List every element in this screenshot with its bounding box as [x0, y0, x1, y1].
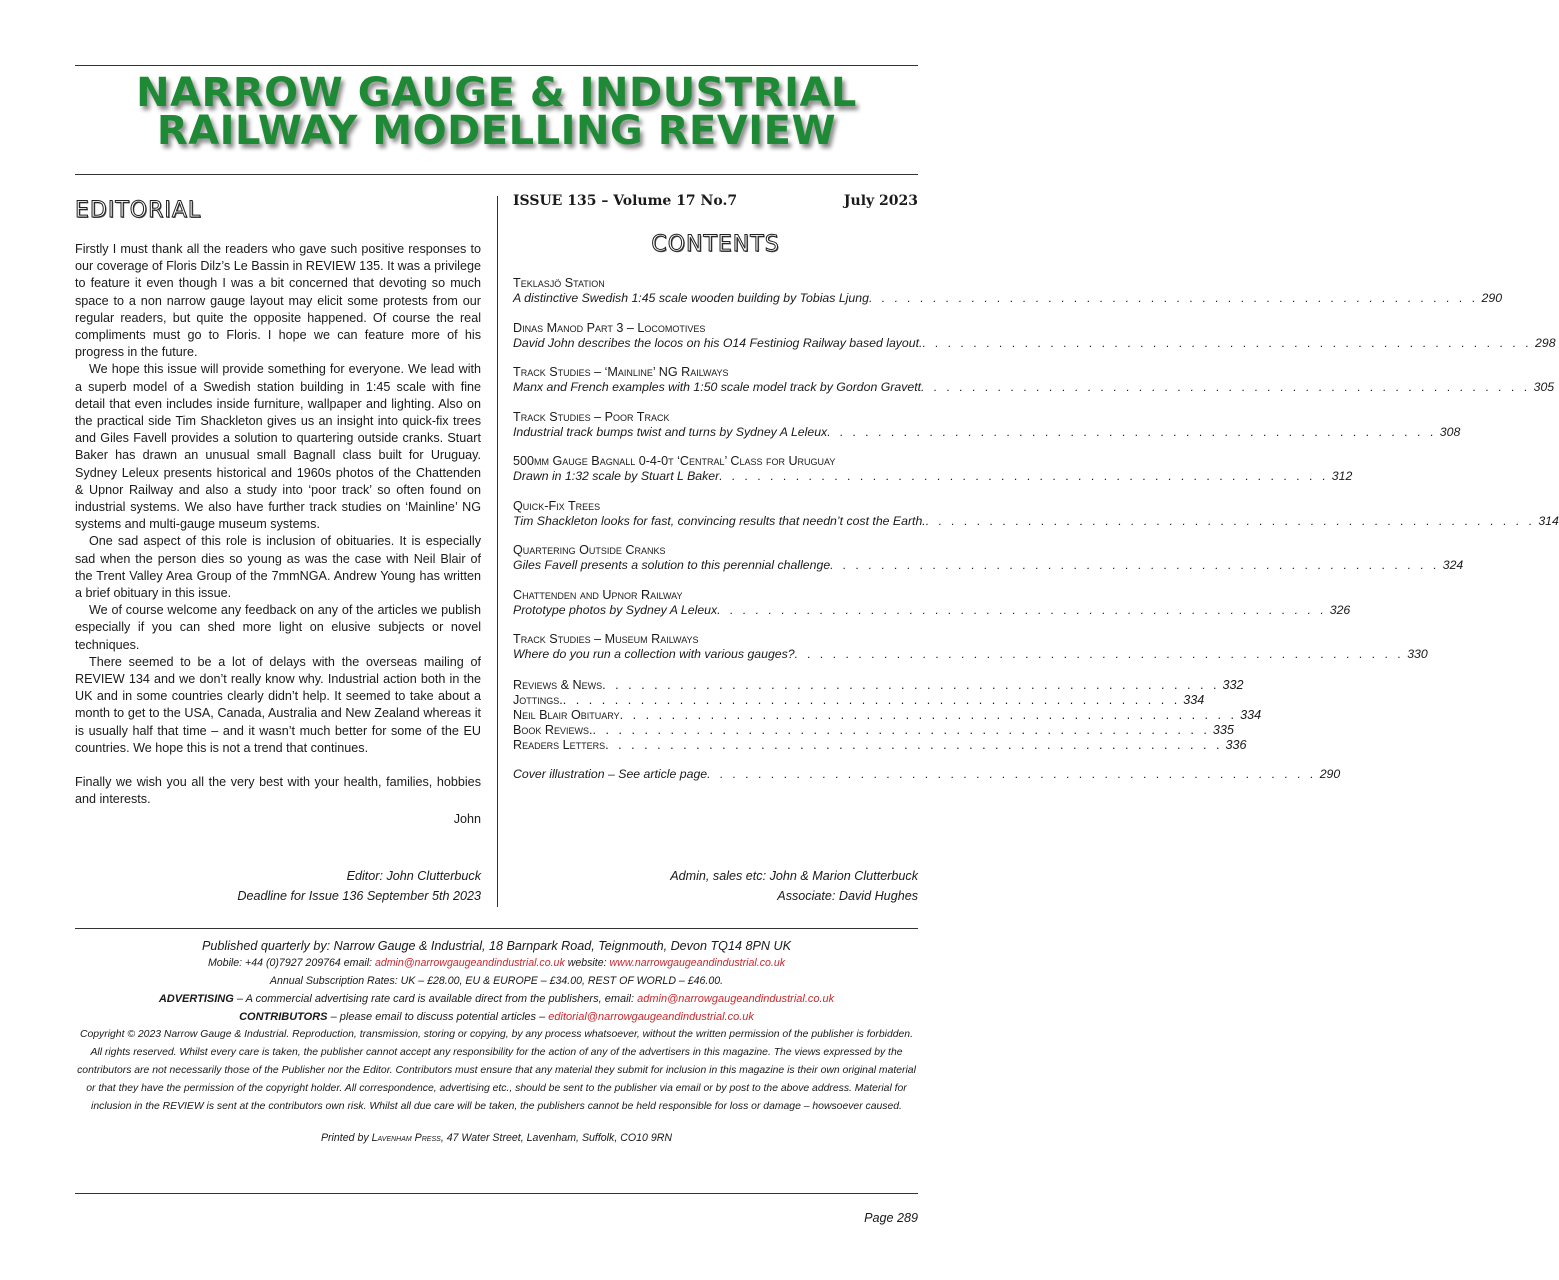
- toc-entry[interactable]: Quartering Outside Cranks Giles Favell presents a solution to this perennial challenge . . . . . . . . . . . . . . . . . . . . . . . . . . . . . . . . . . . . . . . . . . . . . . . . 324: [513, 543, 1464, 572]
- toc-regular-entry[interactable]: Book Reviews. . . . . . . . . . . . . . . . . . . . . . . . . . . . . . . . . . . . . . . . . . . . . . . . . 335: [513, 723, 1234, 737]
- toc-entry[interactable]: Teklasjö Station A distinctive Swedish 1:45 scale wooden building by Tobias Ljung . . . . . . . . . . . . . . . . . . . . . . . . . . . . . . . . . . . . . . . . . . . . . . . . 290: [513, 276, 1503, 305]
- page-number: Page 289: [864, 1211, 918, 1225]
- printed-label: Printed by: [320, 1132, 369, 1144]
- toc-regular-page: 334: [1183, 693, 1205, 707]
- toc-regular-title: Reviews & News: [513, 678, 603, 692]
- admin-line: Admin, sales etc: John & Marion Clutterbuck: [670, 869, 918, 883]
- toc-cover-entry[interactable]: Cover illustration – See article page . . . . . . . . . . . . . . . . . . . . . . . . . . . . . . . . . . . . . . . . . . . . . . . . 290: [513, 767, 1341, 781]
- toc-regular-entry[interactable]: Neil Blair Obituary . . . . . . . . . . . . . . . . . . . . . . . . . . . . . . . . . . . . . . . . . . . . . . . . 334: [513, 708, 1262, 722]
- toc-regular-page: 332: [1222, 678, 1244, 692]
- advertising-email-link[interactable]: admin@narrowgaugeandindustrial.co.uk: [637, 993, 835, 1005]
- toc-entry-page: 298: [1535, 335, 1556, 350]
- copyright-notice: Copyright © 2023 Narrow Gauge & Industrial. Reproduction, transmission, storing or copying, by any process whatsoever, without the written permission of the publisher is forbidden. All rights reserved. Whilst every care is taken, the publisher cannot accept any responsibility for the action of any of the advertisers in this magazine. The views expressed by the contributors are not necessarily those of the Publisher nor the Editor. Contributors must ensure that any material they submit for inclusion in this magazine is their own original material or that they have the permission of the copyright holder. All correspondence, advertising etc., should be sent to the publisher via email or by post to the above address. Material for inclusion in the REVIEW is sent at the contributors own risk. Whilst all due care will be taken, the publishers cannot be held responsible for loss or damage – howsoever caused.: [77, 1029, 916, 1112]
- editorial-heading: EDITORIAL: [75, 198, 202, 223]
- editorial-paragraph: We of course welcome any feedback on any of the articles we publish especially if you can shed more light on elusive subjects or novel techniques.: [75, 603, 481, 652]
- toc-entry-desc: Industrial track bumps twist and turns by Sydney A Leleux: [513, 424, 828, 439]
- website-label: website:: [567, 957, 607, 969]
- printer-address: , 47 Water Street, Lavenham, Suffolk, CO10 9RN: [440, 1132, 673, 1144]
- masthead-line-2: RAILWAY MODELLING REVIEW: [156, 108, 837, 154]
- toc-entry-title: Track Studies – Museum Railways: [513, 632, 699, 646]
- website-link[interactable]: www.narrowgaugeandindustrial.co.uk: [609, 957, 786, 969]
- contents-list: [513, 276, 1559, 782]
- toc-entry[interactable]: Quick-Fix Trees Tim Shackleton looks for fast, convincing results that needn’t cost the Earth. . . . . . . . . . . . . . . . . . . . . . . . . . . . . . . . . . . . . . . . . . . . . . . . . 314: [513, 498, 1559, 528]
- toc-regular-title: Jottings.: [513, 693, 563, 707]
- toc-entry-page: 326: [1329, 602, 1351, 617]
- column-divider: [497, 196, 498, 907]
- deadline: Deadline for Issue 136 September 5th 2023: [237, 889, 481, 903]
- printed-by: [75, 1132, 918, 1144]
- publisher-footer: [75, 938, 918, 1144]
- published-by: Published quarterly by: Narrow Gauge & Industrial, 18 Barnpark Road, Teignmouth, Devon TQ14 8PN UK: [202, 939, 791, 953]
- toc-entry[interactable]: Dinas Manod Part 3 – Locomotives David John describes the locos on his O14 Festiniog Railway based layout. . . . . . . . . . . . . . . . . . . . . . . . . . . . . . . . . . . . . . . . . . . . . . . . . 298: [513, 320, 1556, 350]
- toc-entry-desc: Giles Favell presents a solution to this perennial challenge: [513, 558, 831, 572]
- toc-entry[interactable]: Track Studies – Museum Railways Where do you run a collection with various gauges? . . . . . . . . . . . . . . . . . . . . . . . . . . . . . . . . . . . . . . . . . . . . . . . . 330: [513, 632, 1428, 661]
- editorial-paragraph: Firstly I must thank all the readers who gave such positive responses to our coverage of Floris Dilz’s Le Bassin in REVIEW 135. It was a privilege to feature it even though I was a bit concerned that devoting so much space to a non narrow gauge layout may elicit some protests from our regular readers, but quite the opposite happened. Of course the real compliments must go to Floris. I hope we can feature more of his progress in the future.: [75, 242, 481, 360]
- toc-regular-page: 334: [1240, 708, 1262, 722]
- toc-entry[interactable]: 500mm Gauge Bagnall 0-4-0t ‘Central’ Class for Uruguay Drawn in 1:32 scale by Stuart L Baker . . . . . . . . . . . . . . . . . . . . . . . . . . . . . . . . . . . . . . . . . . . . . . . . 312: [513, 454, 1353, 483]
- contributors-label: CONTRIBUTORS: [239, 1011, 328, 1023]
- top-rule: [75, 65, 918, 66]
- toc-entry-title: Quick-Fix Trees: [513, 498, 601, 513]
- contents-heading: CONTENTS: [651, 232, 780, 257]
- toc-regular-entry[interactable]: Reviews & News . . . . . . . . . . . . . . . . . . . . . . . . . . . . . . . . . . . . . . . . . . . . . . . . 332: [513, 678, 1244, 692]
- toc-entry[interactable]: Track Studies – Poor Track Industrial track bumps twist and turns by Sydney A Leleux . . . . . . . . . . . . . . . . . . . . . . . . . . . . . . . . . . . . . . . . . . . . . . . . 308: [513, 409, 1461, 439]
- masthead-bottom-rule: [75, 174, 918, 175]
- issue-label: ISSUE 135 – Volume 17 No.7: [513, 193, 738, 209]
- toc-entry[interactable]: Track Studies – ‘Mainline’ NG Railways Manx and French examples with 1:50 scale model track by Gordon Gravett . . . . . . . . . . . . . . . . . . . . . . . . . . . . . . . . . . . . . . . . . . . . . . . . 305: [513, 365, 1555, 394]
- toc-entry-page: 314: [1538, 513, 1559, 528]
- editorial-closing: Finally we wish you all the very best with your health, families, hobbies and interests.: [75, 775, 481, 807]
- toc-cover-page: 290: [1319, 767, 1341, 781]
- toc-entry-desc: Tim Shackleton looks for fast, convincing results that needn’t cost the Earth.: [513, 513, 926, 528]
- toc-entry-desc: Drawn in 1:32 scale by Stuart L Baker: [513, 469, 720, 483]
- toc-regular-entry[interactable]: Jottings. . . . . . . . . . . . . . . . . . . . . . . . . . . . . . . . . . . . . . . . . . . . . . . . . 334: [513, 693, 1205, 707]
- editorial-column: [75, 198, 481, 828]
- toc-entry-page: 312: [1331, 469, 1353, 483]
- editor-name: Editor: John Clutterbuck: [346, 869, 481, 883]
- toc-entry-page: 305: [1533, 380, 1555, 394]
- toc-regular-page: 336: [1225, 738, 1247, 752]
- toc-entry-page: 290: [1481, 291, 1503, 305]
- editorial-email-link[interactable]: editorial@narrowgaugeandindustrial.co.uk: [548, 1011, 754, 1023]
- masthead-title: [75, 70, 918, 154]
- admin-credits: [513, 866, 918, 906]
- toc-entry-title: Dinas Manod Part 3 – Locomotives: [513, 320, 706, 335]
- advertising-label: ADVERTISING: [158, 993, 234, 1005]
- toc-entry-desc: Prototype photos by Sydney A Leleux: [513, 602, 718, 617]
- toc-entry-title: Teklasjö Station: [513, 276, 605, 290]
- toc-entry-title: Track Studies – ‘Mainline’ NG Railways: [513, 365, 729, 379]
- editorial-paragraph: One sad aspect of this role is inclusion of obituaries. It is especially sad when the person dies so young as was the case with Neil Blair of the Trent Valley Area Group of the 7mmNGA. Andrew Young has written a brief obituary in this issue.: [75, 534, 481, 601]
- toc-regular-title: Readers Letters: [513, 738, 606, 752]
- toc-entry-title: Track Studies – Poor Track: [513, 409, 670, 424]
- toc-entry-page: 324: [1442, 558, 1464, 572]
- toc-entry-desc: Manx and French examples with 1:50 scale model track by Gordon Gravett: [513, 380, 922, 394]
- footer-top-rule: [75, 928, 918, 929]
- mobile-label: Mobile: +44 (0)7927 209764 email:: [207, 957, 372, 969]
- toc-entry-title: Chattenden and Upnor Railway: [513, 587, 683, 602]
- editorial-paragraph: There seemed to be a lot of delays with the overseas mailing of REVIEW 134 and we don’t really know why. Industrial action both in the UK and in some countries clearly didn’t help. It seemed to take about a month to get to the USA, Canada, Australia and New Zealand whereas it is usually half that time – and it wasn’t much better for some of the EU countries. We hope this is not a trend that continues.: [75, 654, 481, 755]
- advertising-line: [75, 990, 918, 1008]
- subscription-rates: Annual Subscription Rates: UK – £28.00, EU & EUROPE – £34.00, REST OF WORLD – £46.00.: [269, 975, 724, 987]
- toc-regulars: [513, 678, 1262, 753]
- toc-regular-title: Book Reviews.: [513, 723, 593, 737]
- admin-email-link[interactable]: admin@narrowgaugeandindustrial.co.uk: [374, 957, 565, 969]
- editorial-paragraph: We hope this issue will provide something for everyone. We lead with a superb model of a Swedish station building in 1:45 scale with fine detail that even includes inside furniture, wallpaper and lighting. Also on the practical side Tim Shackleton gives us an insight into quick-fix trees and Giles Favell provides a solution to quartering outside cranks. Stuart Baker has drawn an unusual small Bagnall class built for Uruguay. Sydney Leleux presents historical and 1960s photos of the Chattenden & Upnor Railway and also a study into ‘poor track’ so often found on industrial systems. We also have further track studies on ‘Mainline’ NG systems and multi-gauge museum systems.: [75, 362, 481, 532]
- contact-line: [75, 954, 918, 972]
- toc-entry-title: 500mm Gauge Bagnall 0-4-0t ‘Central’ Class for Uruguay: [513, 454, 836, 468]
- toc-entry[interactable]: Chattenden and Upnor Railway Prototype photos by Sydney A Leleux . . . . . . . . . . . . . . . . . . . . . . . . . . . . . . . . . . . . . . . . . . . . . . . . 326: [513, 587, 1351, 617]
- toc-cover-desc: Cover illustration – See article page: [513, 767, 708, 781]
- toc-regular-entry[interactable]: Readers Letters . . . . . . . . . . . . . . . . . . . . . . . . . . . . . . . . . . . . . . . . . . . . . . . . 336: [513, 738, 1247, 752]
- advertising-text: – A commercial advertising rate card is available direct from the publishers, email:: [236, 993, 635, 1005]
- toc-regular-title: Neil Blair Obituary: [513, 708, 620, 722]
- toc-entry-page: 308: [1439, 424, 1461, 439]
- footer-bottom-rule: [75, 1193, 918, 1194]
- masthead-line-1: NARROW GAUGE & INDUSTRIAL: [136, 70, 857, 116]
- contributors-line: [75, 1008, 918, 1026]
- toc-entry-desc: Where do you run a collection with various gauges?: [513, 647, 795, 661]
- associate-line: Associate: David Hughes: [777, 889, 918, 903]
- contributors-text: – please email to discuss potential articles –: [330, 1011, 546, 1023]
- toc-entry-page: 330: [1407, 647, 1428, 661]
- toc-entry-desc: A distinctive Swedish 1:45 scale wooden building by Tobias Ljung: [513, 291, 869, 305]
- issue-date: July 2023: [843, 193, 918, 209]
- editor-credits: [75, 866, 481, 906]
- editorial-signature: John: [453, 811, 481, 826]
- toc-entry-desc: David John describes the locos on his O14 Festiniog Railway based layout.: [513, 335, 923, 350]
- issue-header: [513, 193, 918, 209]
- toc-entry-title: Quartering Outside Cranks: [513, 543, 666, 557]
- printer-name: Lavenham Press: [371, 1132, 441, 1144]
- toc-regular-page: 335: [1212, 723, 1234, 737]
